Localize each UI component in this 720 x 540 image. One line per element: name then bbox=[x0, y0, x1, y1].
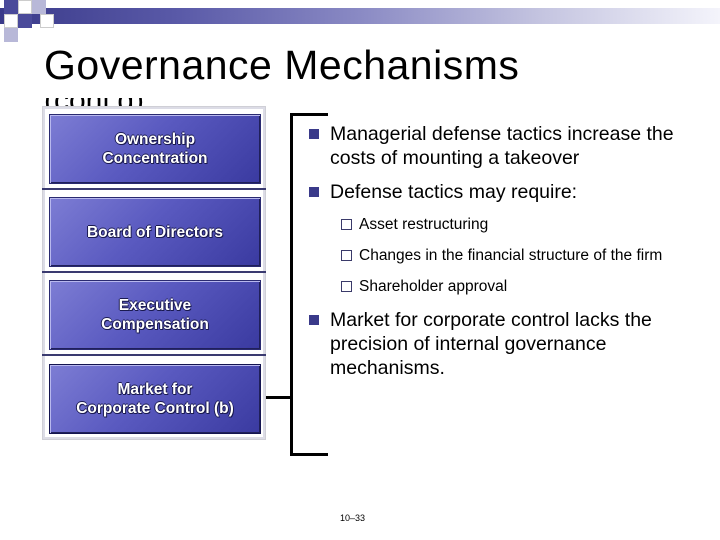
bracket-bottom bbox=[290, 453, 328, 456]
bullet-item bbox=[306, 122, 676, 170]
decor-square bbox=[18, 14, 32, 28]
decor-square bbox=[32, 0, 46, 14]
bracket-connector bbox=[266, 396, 292, 399]
decor-square bbox=[4, 28, 18, 42]
bullet-list bbox=[306, 122, 676, 390]
square-bullet-icon bbox=[309, 129, 319, 139]
hollow-square-bullet-icon bbox=[341, 219, 352, 230]
mechanism-label: Ownership Concentration bbox=[102, 131, 208, 167]
bracket-top bbox=[290, 113, 328, 116]
panel-divider bbox=[42, 354, 266, 356]
sub-bullet-text: Asset restructuring bbox=[359, 216, 489, 233]
bullet-item bbox=[306, 308, 676, 380]
decor-square bbox=[40, 14, 54, 28]
bullet-text: Market for corporate control lacks the precision of internal governance mechanisms. bbox=[330, 309, 652, 379]
slide-title: Governance Mechanisms bbox=[44, 42, 520, 88]
bullet-item bbox=[306, 180, 676, 204]
sub-bullet-item bbox=[306, 277, 676, 297]
square-bullet-icon bbox=[309, 315, 319, 325]
panel-divider bbox=[42, 271, 266, 273]
bullet-text: Managerial defense tactics increase the costs of mounting a takeover bbox=[330, 123, 674, 169]
sub-bullet-text: Shareholder approval bbox=[359, 278, 508, 295]
bracket-line bbox=[290, 113, 293, 456]
mechanism-box-executive[interactable] bbox=[49, 280, 261, 350]
mechanism-label: Board of Directors bbox=[86, 223, 224, 241]
decor-square bbox=[4, 0, 18, 14]
square-bullet-icon bbox=[309, 187, 319, 197]
mechanism-label: Market for Corporate Control (b) bbox=[76, 381, 234, 417]
sub-bullet-item bbox=[306, 246, 676, 266]
decor-square bbox=[4, 14, 18, 28]
bullet-text: Defense tactics may require: bbox=[330, 181, 578, 203]
decor-square bbox=[18, 0, 32, 14]
page-number: 10–33 bbox=[340, 513, 366, 523]
header-band bbox=[0, 8, 720, 24]
hollow-square-bullet-icon bbox=[341, 281, 352, 292]
sub-bullet-text: Changes in the financial structure of the firm bbox=[359, 247, 663, 264]
sub-bullet-item bbox=[306, 215, 676, 235]
panel-divider bbox=[42, 188, 266, 190]
mechanism-box-market[interactable] bbox=[49, 364, 261, 434]
mechanism-box-board[interactable] bbox=[49, 197, 261, 267]
hollow-square-bullet-icon bbox=[341, 250, 352, 261]
mechanism-label: Executive Compensation bbox=[101, 297, 209, 333]
mechanism-box-ownership[interactable] bbox=[49, 114, 261, 184]
